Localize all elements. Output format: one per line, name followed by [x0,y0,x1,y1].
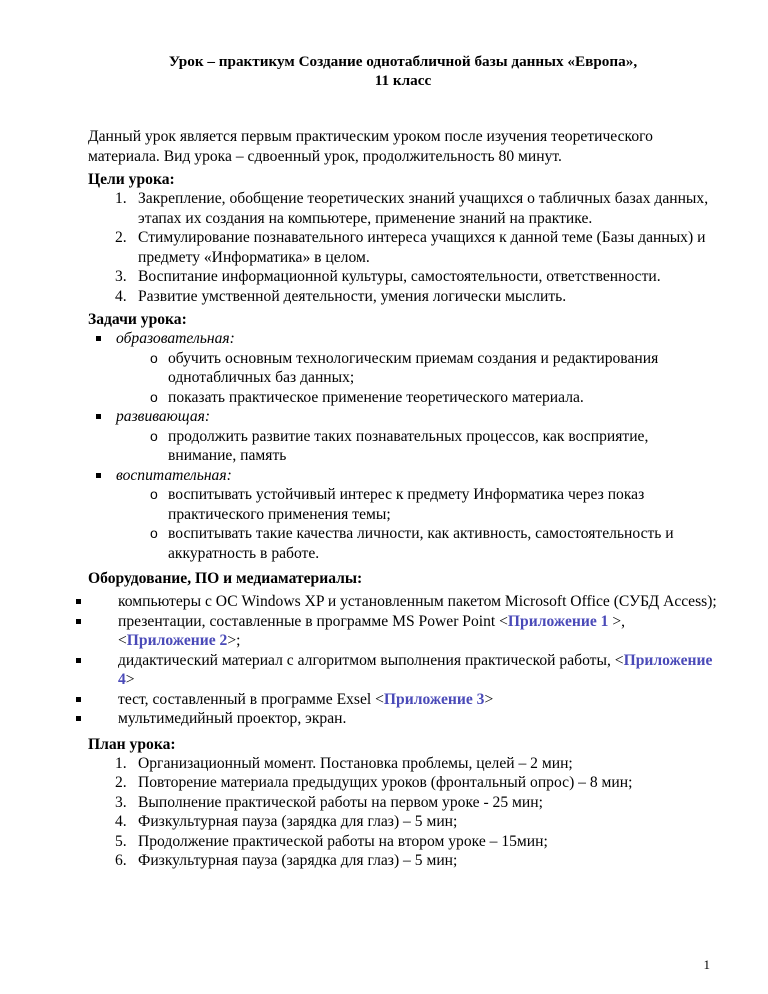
list-item: компьютеры с ОС Windows XP и установленным пакетом Microsoft Office (СУБД Access); [88,592,718,612]
page-number: 1 [703,957,710,972]
document-title [88,52,718,90]
square-bullet-icon [76,599,81,604]
goals-list [88,189,718,306]
square-bullet-icon [76,716,81,721]
appendix-1-link[interactable]: Приложение 1 [507,612,609,630]
list-item: 4. Физкультурная пауза (зарядка для глаз) – 5 мин; [115,813,458,830]
list-item: o воспитывать устойчивый интерес к предмету Информатика через показ практического применения темы; [150,486,645,523]
list-item: презентации, составленные в программе MS Power Point <Приложение 1 >, <Приложение 2>; [88,612,718,651]
list-item: 2. Стимулирование познавательного интереса учащихся к данной теме (Базы данных) и предмету «Информатика» в целом. [115,229,706,266]
title-line-1: Урок – практикум Создание однотабличной базы данных «Европа», [168,53,638,70]
square-bullet-icon [76,658,81,663]
task-group-developing: развивающая: o продолжить развитие таких познавательных процессов, как восприятие, внимание, память [88,407,718,466]
list-item: 3. Выполнение практической работы на первом уроке - 25 мин; [115,793,543,811]
appendix-2-link[interactable]: Приложение 2 [126,632,228,649]
list-item: o показать практическое применение теоретического материала. [150,388,584,406]
list-item: дидактический материал с алгоритмом выполнения практической работы, <Приложение 4> [88,651,718,690]
list-item: 4. Развитие умственной деятельности, умения логически мыслить. [115,287,567,305]
square-bullet-icon [96,336,101,341]
plan-list [88,754,718,871]
intro-paragraph: Данный урок является первым практическим уроком после изучения теоретического материала. Вид урока – сдвоенный урок, продолжительность 80 минут. [88,128,653,165]
appendix-3-link[interactable]: Приложение 3 [383,690,485,708]
square-bullet-icon [76,697,81,702]
list-item: 3. Воспитание информационной культуры, самостоятельности, ответственности. [115,268,661,285]
list-item: 1. Организационный момент. Постановка проблемы, целей – 2 мин; [115,754,573,772]
document-page [88,52,718,871]
list-item: o продолжить развитие таких познавательных процессов, как восприятие, внимание, память [150,427,649,464]
list-item: o воспитывать такие качества личности, как активность, самостоятельность и аккуратность в работе. [150,525,674,562]
list-item: мультимедийный проектор, экран. [88,709,718,729]
square-bullet-icon [96,473,101,478]
tasks-heading: Задачи урока: [88,311,187,328]
list-item: тест, составленный в программе Exsel <Приложение 3> [88,690,718,710]
tasks-list [88,329,718,563]
square-bullet-icon [76,619,81,624]
list-item: 5. Продолжение практической работы на втором уроке – 15мин; [115,832,548,850]
appendix-4-link[interactable]: Приложение 4 [118,651,713,688]
list-item: 2. Повторение материала предыдущих уроков (фронтальный опрос) – 8 мин; [115,774,633,791]
list-item: o обучить основным технологическим приемам создания и редактирования однотабличных баз данных; [150,349,659,386]
list-item: 1. Закрепление, обобщение теоретических знаний учащихся о табличных базах данных, этапах их создания на компьютере, применение знаний на практике. [115,190,709,227]
equipment-heading: Оборудование, ПО и медиаматериалы: [88,570,363,587]
equipment-list [88,592,718,729]
task-group-upbringing: воспитательная: o воспитывать устойчивый интерес к предмету Информатика через показ практического применения темы; o воспитывать такие качества личности, как активность, самостоятельность и аккуратность в работе. [88,466,718,564]
title-line-2: 11 класс [374,72,432,89]
plan-heading: План урока: [88,735,176,753]
goals-heading: Цели урока: [88,171,175,188]
list-item: 6. Физкультурная пауза (зарядка для глаз) – 5 мин; [115,852,458,869]
task-group-educational: образовательная: o обучить основным технологическим приемам создания и редактирования однотабличных баз данных; o показать практическое применение теоретического материала. [88,329,718,407]
square-bullet-icon [96,414,101,419]
